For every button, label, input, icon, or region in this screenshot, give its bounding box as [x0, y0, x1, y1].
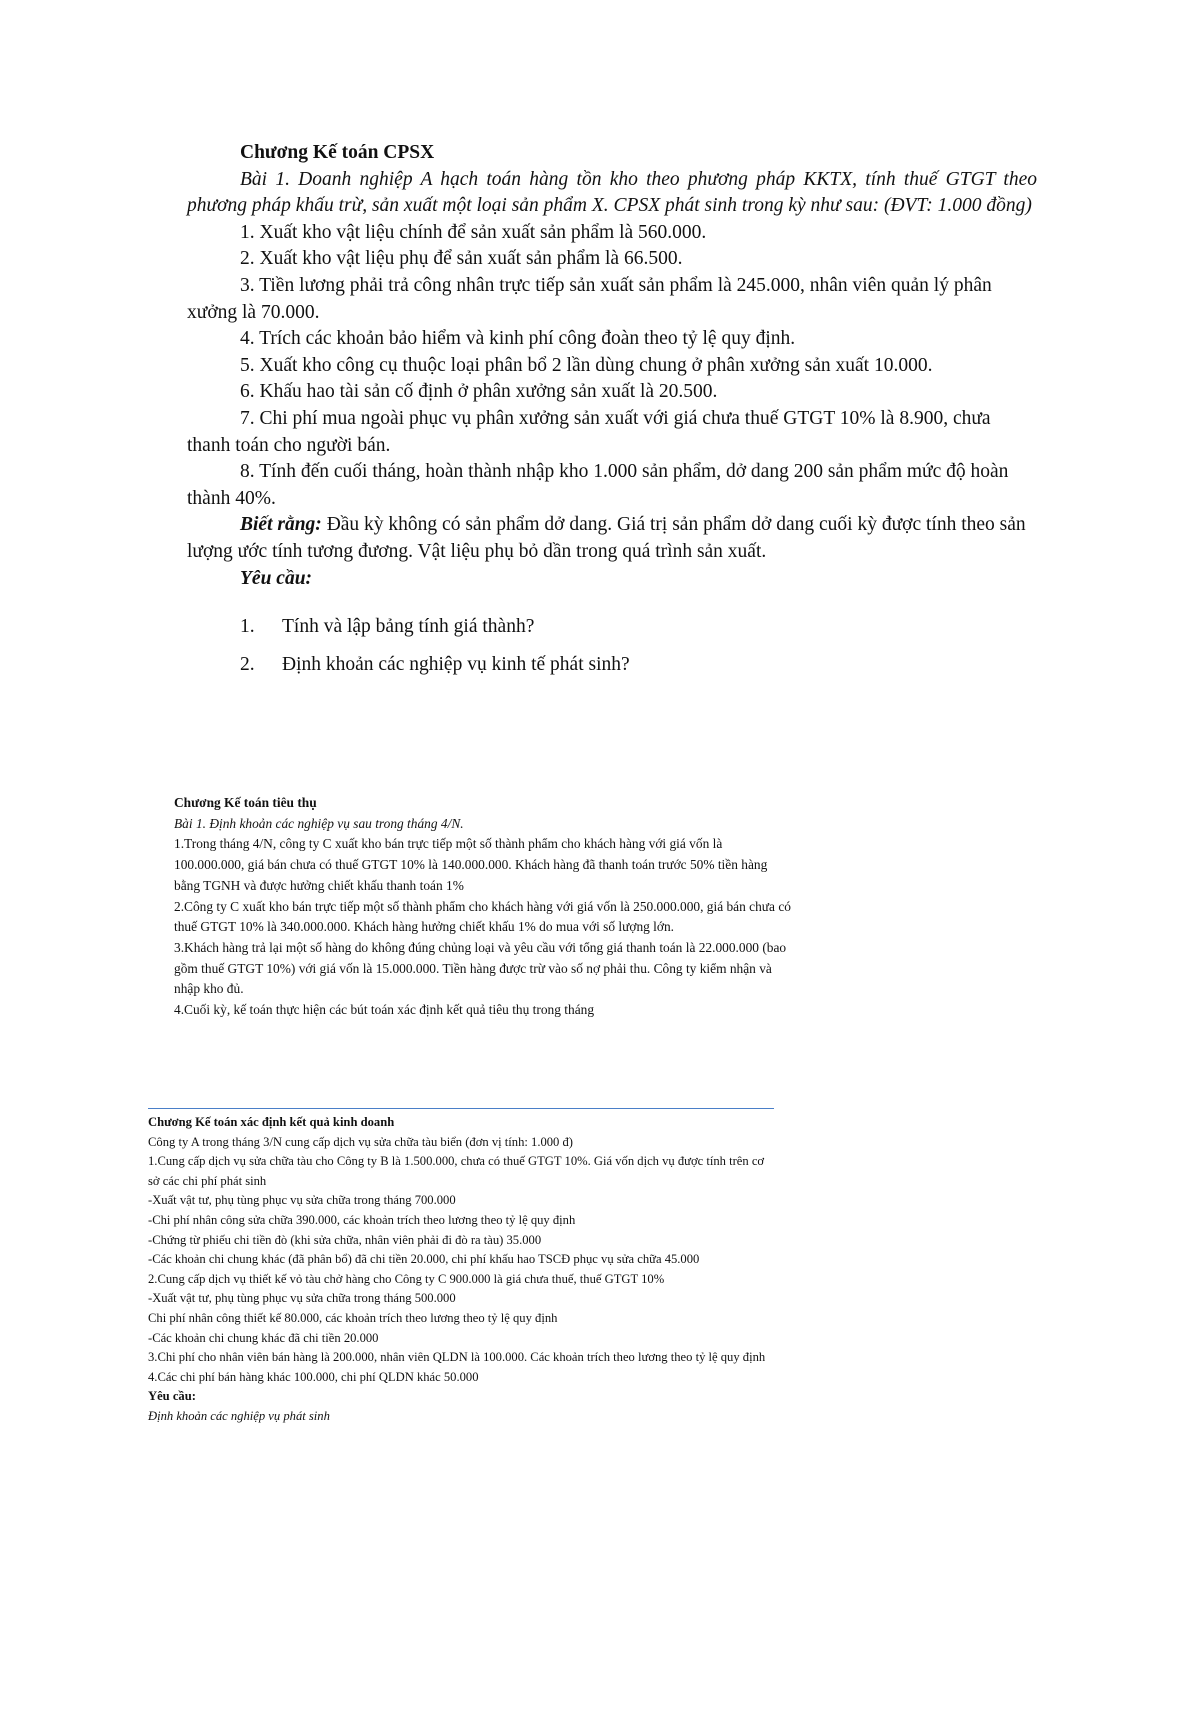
- cpsx-note-text: Đầu kỳ không có sản phẩm dở dang. Giá trị sản phẩm dở dang cuối kỳ được tính theo sản lượng ước tính tương đương. Vật liệu phụ bỏ dần trong quá trình sản xuất.: [187, 514, 1026, 562]
- cpsx-item-3: 3. Tiền lương phải trả công nhân trực tiếp sản xuất sản phẩm là 245.000, nhân viên quản lý phân xưởng là 70.000.: [187, 274, 992, 323]
- cpsx-item-1: 1. Xuất kho vật liệu chính để sản xuất sản phẩm là 560.000.: [240, 221, 707, 243]
- kqkd-line-12: 4.Các chi phí bán hàng khác 100.000, chi phí QLDN khác 50.000: [148, 1369, 479, 1384]
- cpsx-requirements-list: [240, 614, 1037, 678]
- section-kqkd-title: Chương Kế toán xác định kết quả kinh doanh: [148, 1115, 395, 1129]
- cpsx-note: [187, 512, 1037, 565]
- requirement-number: 1.: [240, 616, 255, 638]
- kqkd-line-3: -Xuất vật tư, phụ tùng phục vụ sửa chữa trong tháng 700.000: [148, 1193, 456, 1208]
- cpsx-item-4: 4. Trích các khoản bảo hiểm và kinh phí công đoàn theo tỷ lệ quy định.: [240, 328, 796, 350]
- kqkd-line-2: 1.Cung cấp dịch vụ sửa chữa tàu cho Công ty B là 1.500.000, chưa có thuế GTGT 10%. Giá vốn dịch vụ được tính trên cơ sở các chi phí phát sinh: [148, 1154, 765, 1188]
- requirement-text: Định khoản các nghiệp vụ kinh tế phát sinh?: [282, 654, 630, 676]
- cpsx-requirements-label: Yêu cầu:: [240, 567, 313, 589]
- kqkd-line-8: -Xuất vật tư, phụ tùng phục vụ sửa chữa trong tháng 500.000: [148, 1291, 456, 1306]
- cpsx-item-6: 6. Khấu hao tài sản cố định ở phân xưởng sản xuất là 20.500.: [240, 381, 718, 403]
- section-tieu-thu-title: Chương Kế toán tiêu thụ: [174, 795, 317, 810]
- list-item: [240, 652, 1037, 678]
- section-kqkd: [148, 1113, 778, 1427]
- requirement-number: 2.: [240, 654, 255, 676]
- cpsx-item-5: 5. Xuất kho công cụ thuộc loại phân bổ 2 lần dùng chung ở phân xưởng sản xuất 10.000.: [240, 354, 933, 376]
- kqkd-line-5: -Chứng từ phiếu chi tiền đò (khi sửa chữa, nhân viên phải đi đò ra tàu) 35.000: [148, 1232, 542, 1247]
- kqkd-line-6: -Các khoản chi chung khác (đã phân bổ) đã chi tiền 20.000, chi phí khấu hao TSCĐ phục vụ sửa chữa 45.000: [148, 1252, 700, 1267]
- section-cpsx-intro: Bài 1. Doanh nghiệp A hạch toán hàng tồn kho theo phương pháp KKTX, tính thuế GTGT theo phương pháp khấu trừ, sản xuất một loại sản phẩm X. CPSX phát sinh trong kỳ như sau: (ĐVT: 1.000 đồng): [187, 168, 1037, 217]
- section-tieu-thu-subtitle: Bài 1. Định khoản các nghiệp vụ sau trong tháng 4/N.: [174, 815, 464, 831]
- kqkd-line-4: -Chi phí nhân công sửa chữa 390.000, các khoản trích theo lương theo tỷ lệ quy định: [148, 1212, 576, 1227]
- section-tieu-thu: [174, 793, 794, 1021]
- requirement-text: Tính và lập bảng tính giá thành?: [282, 616, 535, 638]
- tieu-thu-paragraph-1: 1.Trong tháng 4/N, công ty C xuất kho bán trực tiếp một số thành phẩm cho khách hàng với giá vốn là 100.000.000, giá bán chưa có thuế GTGT 10% là 140.000.000. Khách hàng đã thanh toán trước 50% tiền hàng bằng TGNH và được hưởng chiết khấu thanh toán 1%: [174, 836, 768, 893]
- kqkd-requirement-text: Định khoản các nghiệp vụ phát sinh: [148, 1408, 330, 1423]
- cpsx-item-2: 2. Xuất kho vật liệu phụ để sản xuất sản phẩm là 66.500.: [240, 248, 683, 270]
- kqkd-line-9: Chi phí nhân công thiết kế 80.000, các khoản trích theo lương theo tỷ lệ quy định: [148, 1310, 558, 1325]
- section-divider: [148, 1108, 774, 1109]
- kqkd-line-1: Công ty A trong tháng 3/N cung cấp dịch vụ sửa chữa tàu biển (đơn vị tính: 1.000 đ): [148, 1134, 573, 1149]
- kqkd-line-10: -Các khoản chi chung khác đã chi tiền 20.000: [148, 1330, 379, 1345]
- kqkd-requirements-label: Yêu cầu:: [148, 1389, 196, 1404]
- tieu-thu-paragraph-3: 3.Khách hàng trả lại một số hàng do không đúng chủng loại và yêu cầu với tổng giá thanh toán là 22.000.000 (bao gồm thuế GTGT 10%) với giá vốn là 15.000.000. Tiền hàng được trừ vào số nợ phải thu. Công ty kiểm nhận và nhập kho đủ.: [174, 939, 787, 997]
- list-item: [240, 614, 1037, 640]
- section-cpsx-title: Chương Kế toán CPSX: [240, 142, 435, 163]
- cpsx-item-7: 7. Chi phí mua ngoài phục vụ phân xưởng sản xuất với giá chưa thuế GTGT 10% là 8.900, chưa thanh toán cho người bán.: [187, 407, 991, 456]
- section-cpsx: [187, 140, 1037, 690]
- kqkd-line-11: 3.Chi phí cho nhân viên bán hàng là 200.000, nhân viên QLDN là 100.000. Các khoản trích theo lương theo tỷ lệ quy định: [148, 1350, 766, 1365]
- kqkd-line-7: 2.Cung cấp dịch vụ thiết kế vỏ tàu chở hàng cho Công ty C 900.000 là giá chưa thuế, thuế GTGT 10%: [148, 1271, 665, 1286]
- cpsx-item-8: 8. Tính đến cuối tháng, hoàn thành nhập kho 1.000 sản phẩm, dở dang 200 sản phẩm mức độ hoàn thành 40%.: [187, 461, 1009, 509]
- cpsx-note-label: Biết rằng:: [240, 514, 322, 536]
- tieu-thu-paragraph-2: 2.Công ty C xuất kho bán trực tiếp một số thành phẩm cho khách hàng với giá vốn là 250.000.000, giá bán chưa có thuế GTGT 10% là 340.000.000. Khách hàng hưởng chiết khấu 1% do mua với số lượng lớn.: [174, 898, 791, 935]
- tieu-thu-paragraph-4: 4.Cuối kỳ, kế toán thực hiện các bút toán xác định kết quả tiêu thụ trong tháng: [174, 1002, 595, 1018]
